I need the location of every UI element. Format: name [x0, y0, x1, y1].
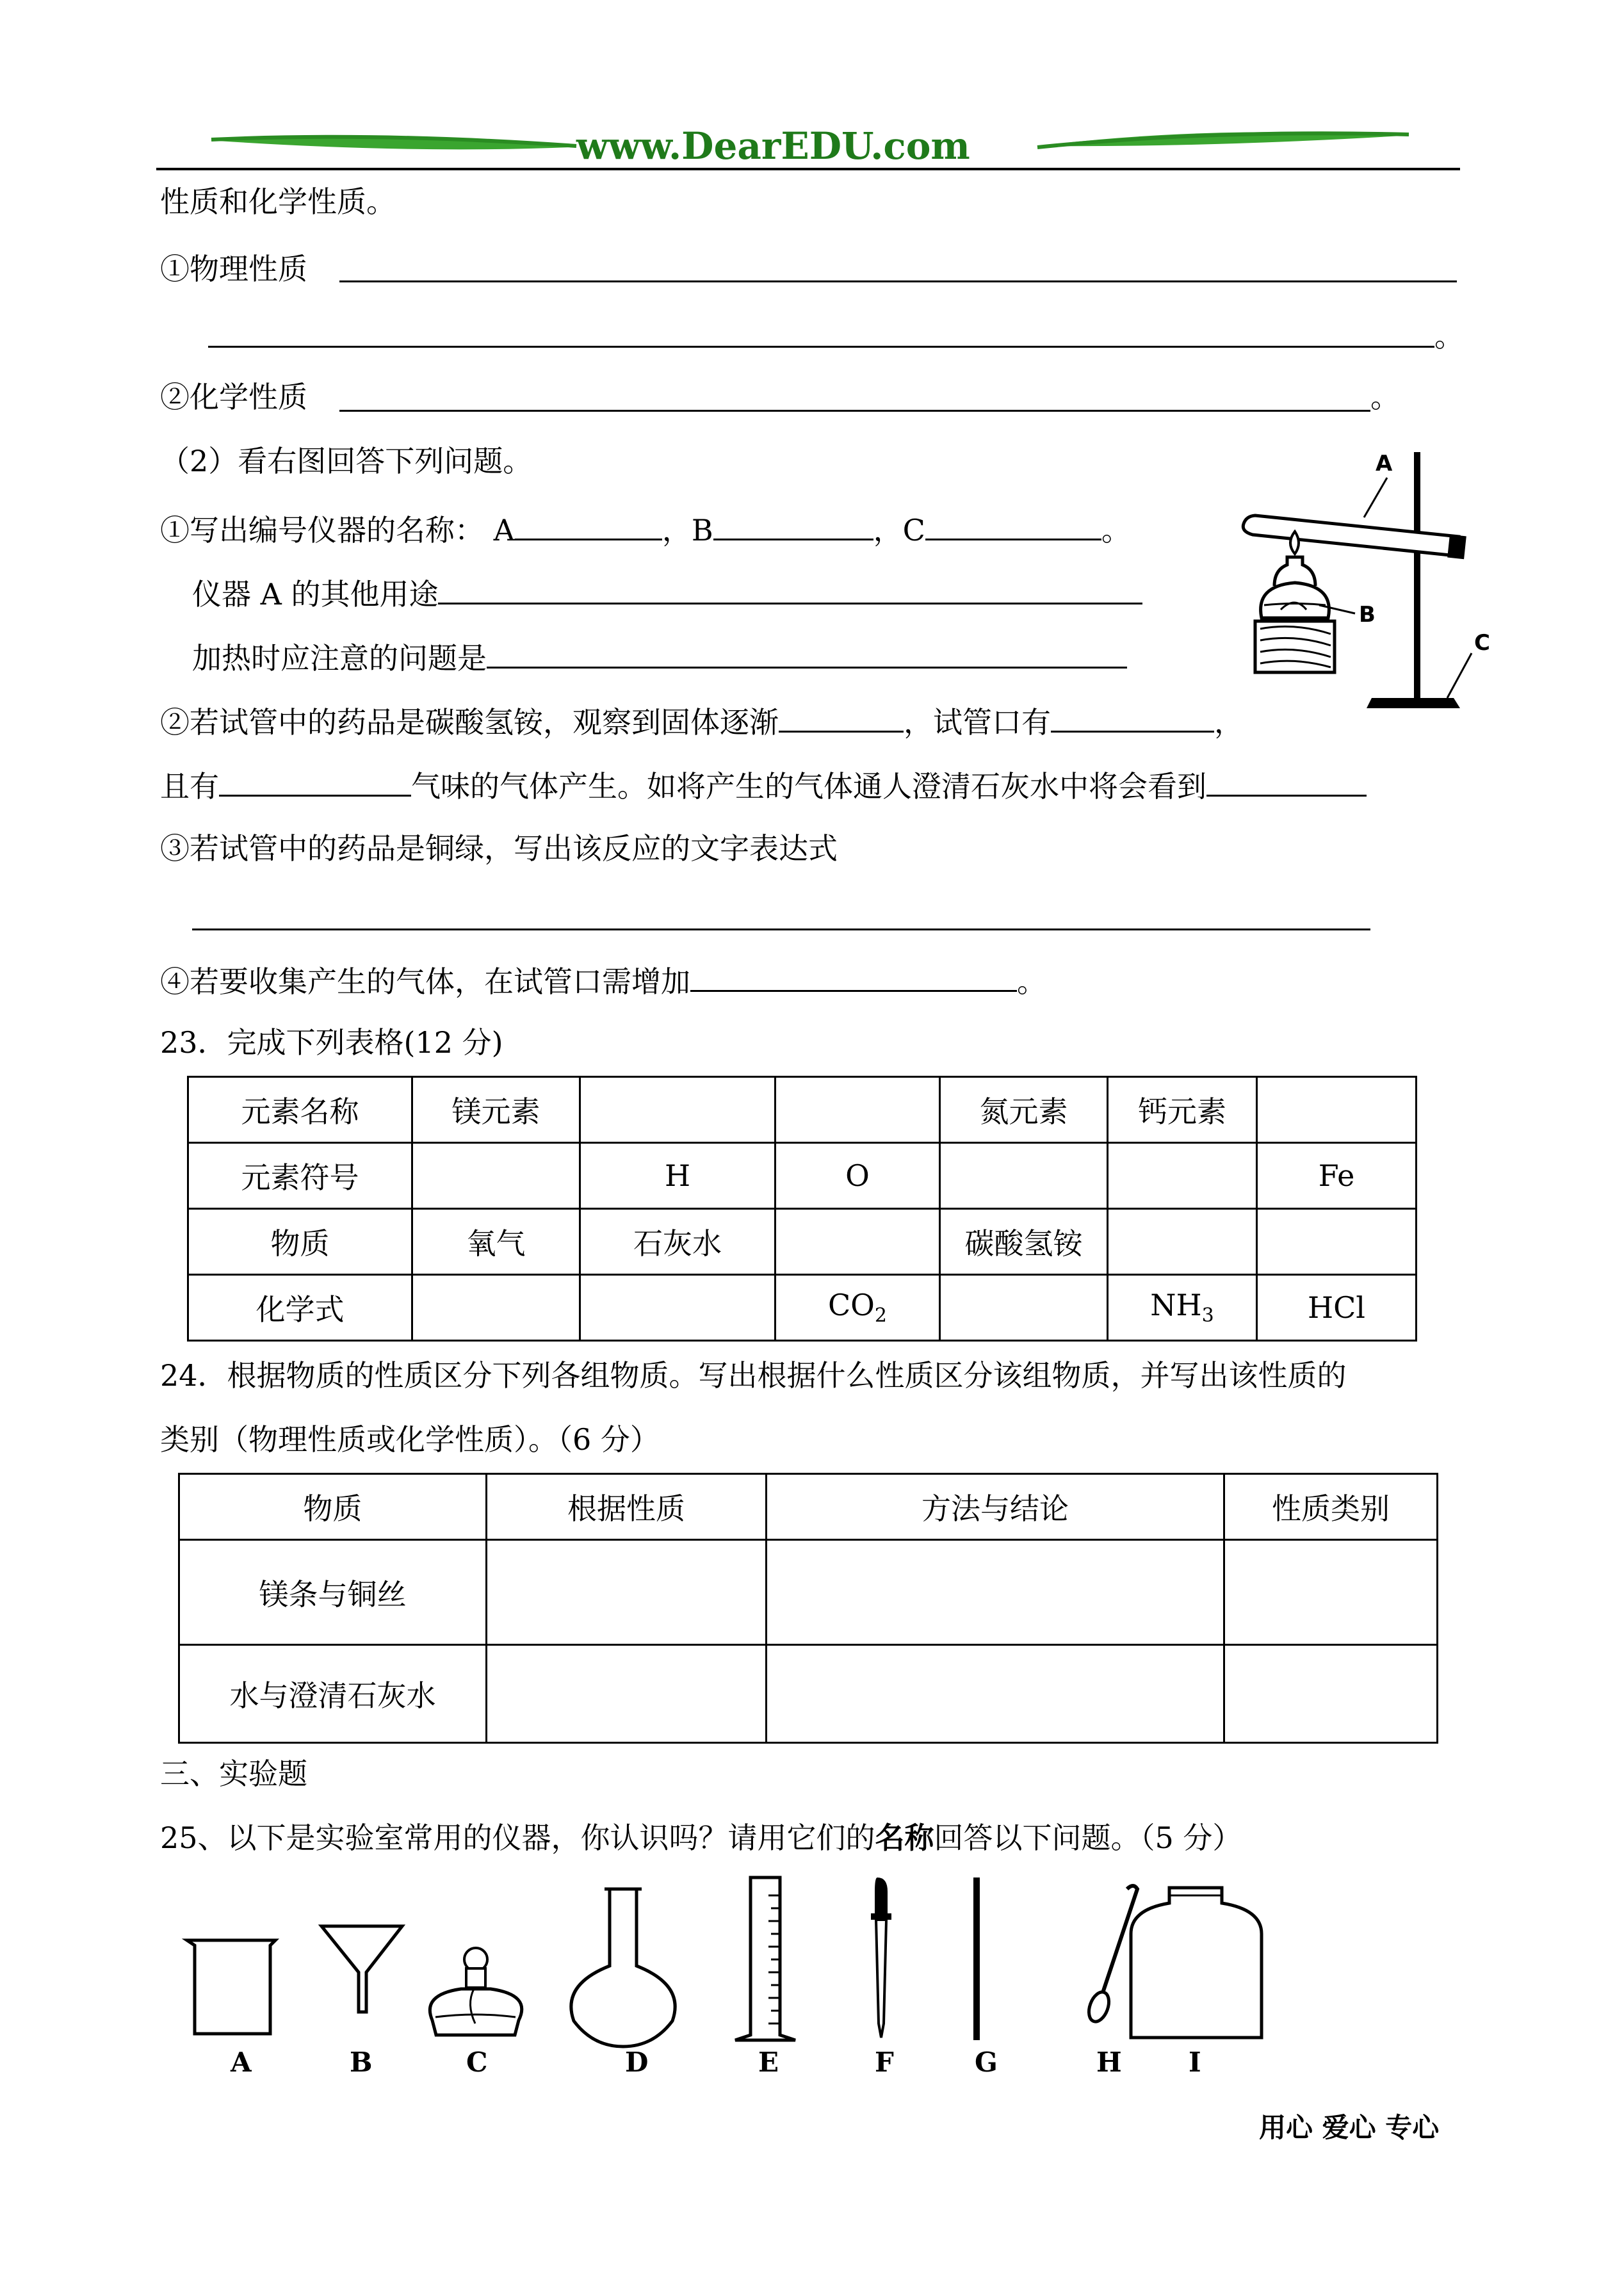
instrument-name-prompt: [160, 509, 1131, 549]
table-row: [188, 1275, 1417, 1341]
table-cell-blank[interactable]: [775, 1209, 940, 1275]
dropper-icon: [871, 1877, 891, 2038]
ammonium-bicarbonate-prompt: [160, 701, 1244, 742]
solid-change-blank[interactable]: [779, 701, 904, 733]
instruments-drawing: [179, 1870, 1306, 2049]
alcohol-lamp-icon: [430, 1948, 521, 2035]
glass-rod-icon: [973, 1877, 980, 2040]
line-end-period: 。: [1434, 319, 1464, 353]
line-end-period: 。: [1017, 964, 1046, 999]
table-row: [179, 1645, 1438, 1743]
heating-notes-blank[interactable]: [487, 637, 1127, 669]
table-cell: 碳酸氢铵: [940, 1209, 1108, 1275]
table-cell: 水与澄清石灰水: [179, 1645, 487, 1743]
physical-property-blank-1[interactable]: [339, 280, 1457, 282]
table-cell-blank[interactable]: [1108, 1143, 1257, 1209]
table-cell: 元素名称: [188, 1077, 412, 1143]
gas-odor-text-b: 气味的气体产生。如将产生的气体通人澄清石灰水中将会看到: [411, 769, 1206, 804]
subquestion-2-title: （2）看右图回答下列问题。: [160, 444, 533, 478]
table-cell-blank[interactable]: [1224, 1645, 1438, 1743]
heating-notes-label: 加热时应注意的问题是: [192, 641, 487, 676]
other-uses-blank[interactable]: [438, 573, 1142, 604]
table-cell: 镁元素: [412, 1077, 580, 1143]
label-a: ①写出编号仪器的名称： A: [160, 513, 515, 547]
table-header: 根据性质: [487, 1474, 767, 1540]
table-cell-blank[interactable]: [767, 1645, 1224, 1743]
table-cell: 石灰水: [580, 1209, 775, 1275]
q25-text-b: 回答以下问题。（5 分）: [934, 1821, 1242, 1855]
table-header-row: [179, 1474, 1438, 1540]
section-3-title: 三、实验题: [160, 1756, 307, 1791]
chemical-property-blank[interactable]: [339, 410, 1370, 412]
physical-property-blank-2[interactable]: [208, 346, 1434, 348]
table-cell: 物质: [188, 1209, 412, 1275]
table-row: [188, 1077, 1417, 1143]
header-logo-text: www.DearEDU.com: [576, 124, 970, 168]
q24-text-line1: 24．根据物质的性质区分下列各组物质。写出根据什么性质区分该组物质，并写出该性质的: [160, 1358, 1347, 1393]
apparatus-label-b: B: [1359, 602, 1376, 628]
instrument-label-g: G: [975, 2047, 998, 2078]
gas-odor-text-a: 且有: [160, 769, 219, 804]
table-cell-blank[interactable]: [1108, 1209, 1257, 1275]
gas-odor-prompt: [160, 765, 1367, 806]
line-end-period: 。: [1370, 380, 1400, 414]
instrument-label-d: D: [625, 2047, 649, 2078]
table-cell: HCl: [1257, 1275, 1417, 1341]
table-header: 性质类别: [1224, 1474, 1438, 1540]
table-cell-blank[interactable]: [412, 1275, 580, 1341]
header-rule: [156, 168, 1460, 170]
table-cell: Fe: [1257, 1143, 1417, 1209]
table-cell-blank[interactable]: [940, 1275, 1108, 1341]
table-cell-blank[interactable]: [1224, 1540, 1438, 1645]
other-uses-prompt: [192, 573, 1142, 613]
table-cell-blank[interactable]: [940, 1143, 1108, 1209]
blank-a[interactable]: [515, 509, 662, 540]
header-banner: [154, 122, 1460, 173]
heating-notes-prompt: [192, 637, 1127, 677]
line-end-comma: ，: [1214, 705, 1244, 740]
q25-text-a: 25、以下是实验室常用的仪器，你认识吗？请用它们的: [160, 1821, 875, 1855]
table-cell-blank[interactable]: [775, 1077, 940, 1143]
verdigris-prompt: ③若试管中的药品是铜绿，写出该反应的文字表达式: [160, 831, 838, 866]
heating-apparatus-figure: [1236, 442, 1505, 724]
collect-gas-prompt: [160, 961, 1046, 1001]
table-cell-blank[interactable]: [487, 1645, 767, 1743]
table-cell: 氮元素: [940, 1077, 1108, 1143]
element-table: [187, 1076, 1417, 1342]
graduated-cylinder-icon: [735, 1877, 795, 2040]
q24-text-line2: 类别（物理性质或化学性质）。（6 分）: [160, 1422, 660, 1457]
round-bottom-flask-icon: [571, 1889, 675, 2047]
instruments-figure: [179, 1870, 1306, 2049]
table-header: 物质: [179, 1474, 487, 1540]
chemical-property-label: ②化学性质: [160, 380, 307, 414]
instrument-label-h: H: [1096, 2047, 1122, 2078]
table-cell-blank[interactable]: [412, 1143, 580, 1209]
table-cell: 钙元素: [1108, 1077, 1257, 1143]
table-cell-blank[interactable]: [580, 1275, 775, 1341]
other-uses-label: 仪器 A 的其他用途: [192, 577, 439, 612]
instrument-label-f: F: [875, 2047, 894, 2078]
instrument-label-e: E: [758, 2047, 779, 2078]
formula-co2: $CO_2$: [775, 1275, 940, 1341]
funnel-icon: [321, 1926, 402, 2012]
property-table: [178, 1473, 1438, 1744]
ammonium-text-b: ，试管口有: [904, 705, 1051, 740]
instrument-label-b: B: [350, 2047, 373, 2078]
apparatus-drawing: [1236, 442, 1505, 724]
table-cell: H: [580, 1143, 775, 1209]
q25-text: [160, 1819, 1242, 1857]
apparatus-label-c: C: [1474, 630, 1490, 656]
table-header: 方法与结论: [767, 1474, 1224, 1540]
table-row: [188, 1143, 1417, 1209]
table-cell-blank[interactable]: [1257, 1077, 1417, 1143]
odor-blank[interactable]: [219, 765, 411, 797]
collect-gas-blank[interactable]: [690, 961, 1017, 992]
instrument-label-c: C: [466, 2047, 488, 2078]
limewater-observation-blank[interactable]: [1206, 765, 1367, 797]
label-c: ，C: [873, 513, 925, 547]
physical-property-label: ①物理性质: [160, 252, 307, 286]
wide-mouth-bottle-icon: [1131, 1888, 1262, 2038]
instrument-label-i: I: [1189, 2047, 1201, 2078]
collect-gas-label: ④若要收集产生的气体，在试管口需增加: [160, 964, 690, 999]
table-cell: 氧气: [412, 1209, 580, 1275]
table-cell: O: [775, 1143, 940, 1209]
blank-c[interactable]: [925, 509, 1101, 540]
formula-nh3: $NH_3$: [1108, 1275, 1257, 1341]
footer-motto: 用心 爱心 专心: [1259, 2112, 1440, 2143]
table-cell-blank[interactable]: [580, 1077, 775, 1143]
verdigris-expression-blank[interactable]: [192, 929, 1370, 930]
table-cell: 镁条与铜丝: [179, 1540, 487, 1645]
beaker-icon: [187, 1940, 275, 2034]
line-end-period: 。: [1101, 513, 1131, 547]
table-cell-blank[interactable]: [487, 1540, 767, 1645]
blank-b[interactable]: [713, 509, 873, 540]
table-cell: 化学式: [188, 1275, 412, 1341]
instrument-label-a: A: [231, 2047, 252, 2078]
tube-mouth-blank[interactable]: [1051, 701, 1214, 733]
label-b: ，B: [662, 513, 713, 547]
table-row: [179, 1540, 1438, 1645]
q23-title: 23．完成下列表格(12 分): [160, 1025, 503, 1060]
table-row: [188, 1209, 1417, 1275]
apparatus-label-a: A: [1376, 451, 1393, 476]
ammonium-text-a: ②若试管中的药品是碳酸氢铵，观察到固体逐渐: [160, 705, 779, 740]
table-cell: 元素符号: [188, 1143, 412, 1209]
intro-line: 性质和化学性质。: [160, 184, 396, 219]
table-cell-blank[interactable]: [1257, 1209, 1417, 1275]
table-cell-blank[interactable]: [767, 1540, 1224, 1645]
q25-text-bold: 名称: [875, 1821, 934, 1855]
